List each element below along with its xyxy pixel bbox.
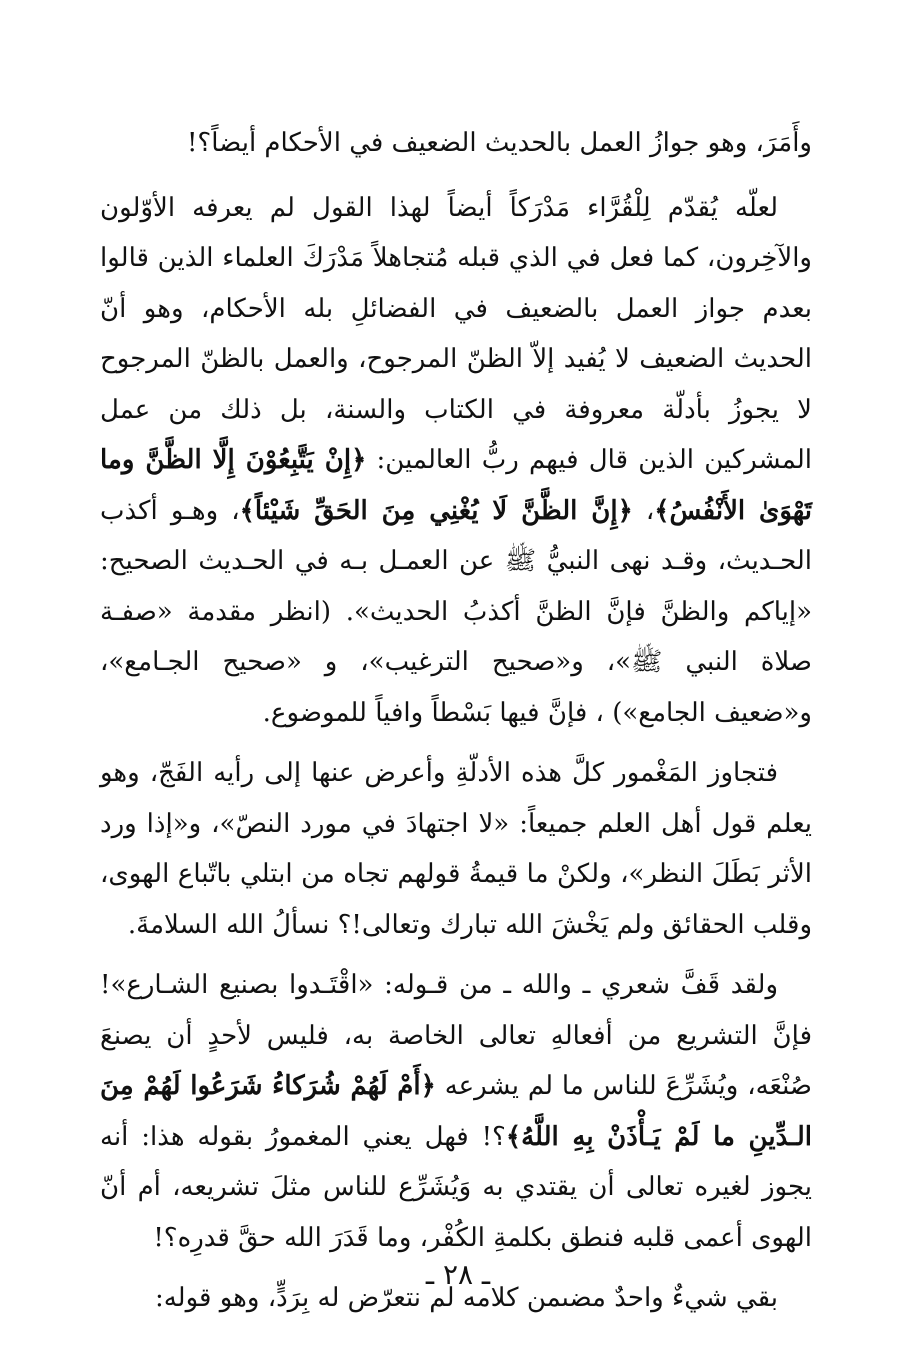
paragraph-1: وأَمَرَ، وهو جوازُ العمل بالحديث الضعيف في الأحكام أيضاً؟! <box>186 128 812 158</box>
quran-verse-2: ﴿إِنَّ الظَّنَّ لَا يُغْنِي مِنَ الحَقِّ شَيْئاً﴾ <box>239 495 633 526</box>
paragraph-2 <box>100 183 812 739</box>
quran-verse-1: ﴿إِنْ يَتَّبِعُوْنَ إِلَّا الظَّنَّ وما تَهْوَىٰ الأَنْفُسُ﴾ <box>100 445 813 526</box>
paragraph-5: بقي شيءٌ واحدٌ مضىمن كلامه لم نتعرّض له بِرَدٍّ، وهو قوله: <box>154 1283 778 1313</box>
quran-verse-3: ﴿أَمْ لَهُمْ شُرَكاءُ شَرَعُوا لَهُمْ مِنَ الـدِّينِ ما لَمْ يَـأْذَنْ بِهِ اللَّهُ﴾ <box>100 1071 812 1152</box>
paragraph-2-text-c: ، وهـو أكذب الحـديث، وقـد نهى النبيُّ ﷺ عن العمـل بـه في الحـديث الصحيح: «إياكم والظنَّ فإنَّ الظنَّ أكذبُ الحديث». (انظر مقدمة «صفـة صلاة النبي ﷺ»، و«صحيح الترغيب»، و «صحيح الجـامع»، و«ضعيف الجامع») ، فإنَّ فيها بَسْطاً وافياً للموضوع. <box>100 495 812 728</box>
paragraph-2-text-b: ، <box>632 495 655 526</box>
page-number: ـ ٢٨ ـ <box>425 1258 491 1291</box>
page-body <box>100 118 812 1338</box>
paragraph-4-text-a: ولقد قَفَّ شعري ـ والله ـ من قـوله: «اقْتَـدوا بصنيع الشـارع»! فإنَّ التشريع من أفعالهِ تعالى الخاصة به، فليس لأحدٍ أن يصنعَ صُنْعَه، ويُشَرِّعَ للناس ما لم يشرعه <box>100 970 812 1101</box>
paragraph-3: فتجاوز المَغْمور كلَّ هذه الأدلّةِ وأعرض عنها إلى رأيه الفَجّ، وهو يعلم قول أهل العلم جميعاً: «لا اجتهادَ في مورد النصّ»، و«إذا ورد الأثر بَطَلَ النظر»، ولكنْ ما قيمةُ قولهم تجاه من ابتلي باتّباع الهوى، وقلب الحقائق ولم يَخْشَ الله تبارك وتعالى!؟ نسألُ الله السلامةَ. <box>100 758 812 940</box>
paragraph-4 <box>100 960 812 1263</box>
paragraph-2-text-a: لعلّه يُقدّم لِلْقُرَّاء مَدْرَكاً أيضاً لهذا القول لم يعرفه الأوّلون والآخِرون، كما فعل في الذي قبله مُتجاهلاً مَدْرَكَ العلماء الذين قالوا بعدم جواز العمل بالضعيف في الفضائلِ بله الأحكام، وهو أنّ الحديث الضعيف لا يُفيد إلاّ الظنّ المرجوح، والعمل بالظنّ المرجوح لا يجوزُ بأدلّة معروفة في الكتاب والسنة، بل ذلك من عمل المشركين الذين قال فيهم ربُّ العالمين: <box>100 192 812 475</box>
paragraph-4-text-b: ؟! فهل يعني المغمورُ بقوله هذا: أنه يجوز لغيره تعالى أن يقتدي به وَيُشَرِّع للناس مثلَ تشريعه، أم أنّ الهوى أعمى قلبه فنطق بكلمةِ الكُفْر، وما قَدَرَ الله حقَّ قدرِه؟! <box>100 1121 812 1253</box>
